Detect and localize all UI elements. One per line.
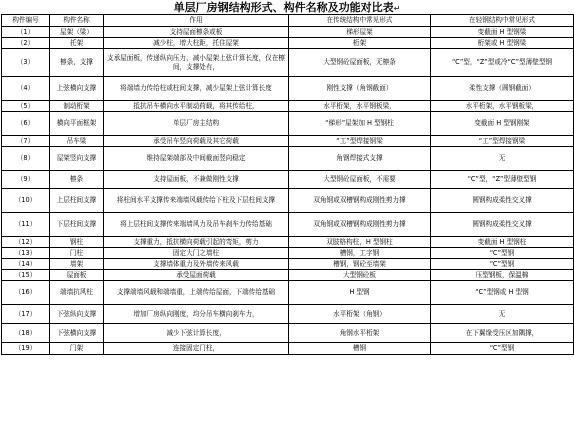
table-row — [2, 136, 574, 147]
table-row — [2, 248, 574, 259]
table-row — [2, 259, 574, 270]
cell-light-steel: 桁架或 H 型钢梁 — [431, 38, 574, 49]
cell-name: 托架 — [50, 38, 104, 49]
cell-light-steel: “C”型钢 — [431, 259, 574, 270]
cell-name: 钢柱 — [50, 237, 104, 248]
cell-traditional: 大型钢砼屋面板，无檩条 — [289, 49, 431, 77]
cell-name: 墙架 — [50, 259, 104, 270]
cell-traditional: 刚性支撑（角钢截面） — [289, 77, 431, 101]
cell-traditional: “梯形”屋架加 H 型钢柱 — [289, 112, 431, 136]
table-row — [2, 237, 574, 248]
cell-traditional: 角钢焊接式支撑 — [289, 147, 431, 171]
cell-id: （17） — [2, 305, 50, 324]
cell-function: 支撑重力，抵抗横向荷载引起的弯矩，剪力 — [104, 237, 289, 248]
cell-id: （9） — [2, 171, 50, 189]
cell-function: 支撑端墙风载和端墙重，上端传给屋面，下端传给基础 — [104, 281, 289, 305]
cell-id: （2） — [2, 38, 50, 49]
cell-function: 维持屋架端部及中间截面竖向稳定 — [104, 147, 289, 171]
table-row — [2, 101, 574, 112]
cell-traditional: 槽钢 — [289, 343, 431, 355]
cell-name: 吊车梁 — [50, 136, 104, 147]
cell-light-steel: 在下翼缘受压区加隅撑， — [431, 324, 574, 343]
cell-id: （7） — [2, 136, 50, 147]
cell-id: （6） — [2, 112, 50, 136]
cell-light-steel: “C”型钢或 H 型钢 — [431, 281, 574, 305]
cell-function: 将端墙力传给柱或柱间支撑，减少屋架上弦计算长度 — [104, 77, 289, 101]
cell-light-steel: “工”型焊接钢梁 — [431, 136, 574, 147]
cell-function: 减少柱，增大柱距，托住屋架 — [104, 38, 289, 49]
header-row — [2, 15, 574, 27]
cell-function: 固定大门之墙柱 — [104, 248, 289, 259]
cell-light-steel: “C”型，“Z”型薄壁型钢 — [431, 171, 574, 189]
table-row — [2, 189, 574, 213]
cell-traditional: 双角钢或双槽钢构成刚性剪力撑 — [289, 189, 431, 213]
cell-function: 承受吊车竖向荷载及其它荷载 — [104, 136, 289, 147]
cell-light-steel: 变截面 H 型钢柱 — [431, 237, 574, 248]
cell-traditional: 大型钢砼板 — [289, 270, 431, 281]
cell-id: （4） — [2, 77, 50, 101]
table-row — [2, 305, 574, 324]
table-row — [2, 77, 574, 101]
header-cell-function: 作用 — [104, 15, 289, 27]
cell-name: 门架 — [50, 343, 104, 355]
cell-traditional: 梯形屋架 — [289, 27, 431, 38]
table-row — [2, 27, 574, 38]
cell-name: 下层柱间支撑 — [50, 213, 104, 237]
table-row — [2, 147, 574, 171]
cell-traditional: 大型钢砼屋面板，不需要 — [289, 171, 431, 189]
cell-function: 承受屋面荷载 — [104, 270, 289, 281]
cell-light-steel: “C”型钢 — [431, 343, 574, 355]
cell-light-steel: 无 — [431, 147, 574, 171]
cell-name: 门柱 — [50, 248, 104, 259]
cell-light-steel: “C”型，“Z”型或冷“C”型薄壁型钢 — [431, 49, 574, 77]
cell-function: 将上层柱间支撑传来端墙风力及吊车刹车力传给基础 — [104, 213, 289, 237]
cell-name: 上弦横向支撑 — [50, 77, 104, 101]
table-row — [2, 213, 574, 237]
cell-name: 屋架竖向支撑 — [50, 147, 104, 171]
cell-name: 屋面板 — [50, 270, 104, 281]
cell-function: 减少下弦计算长度， — [104, 324, 289, 343]
cell-traditional: 双肢格构柱，H 型钢柱 — [289, 237, 431, 248]
cell-traditional: 角钢水平桁架 — [289, 324, 431, 343]
cell-name: 上层柱间支撑 — [50, 189, 104, 213]
cell-id: （3） — [2, 49, 50, 77]
table-row — [2, 38, 574, 49]
cell-name: 端墙抗风柱 — [50, 281, 104, 305]
cell-id: （19） — [2, 343, 50, 355]
cell-traditional: H 型钢 — [289, 281, 431, 305]
cell-function: 抵抗吊车横向水平制动荷载，将其传给柱， — [104, 101, 289, 112]
table-row — [2, 112, 574, 136]
table-row — [2, 49, 574, 77]
cell-light-steel: 水平桁架，水平钢板梁， — [431, 101, 574, 112]
table-row — [2, 270, 574, 281]
cell-light-steel: 无 — [431, 305, 574, 324]
cell-function: 支撑墙体重力及外墙传来风载 — [104, 259, 289, 270]
cell-traditional: 槽钢，钢砼至墙架 — [289, 259, 431, 270]
cell-light-steel: 变截面 H 型钢刚架 — [431, 112, 574, 136]
cell-light-steel: 变截面 H 型钢梁 — [431, 27, 574, 38]
cell-function: 连接固定门柱， — [104, 343, 289, 355]
header-cell-name: 构件名称 — [50, 15, 104, 27]
table-row — [2, 324, 574, 343]
cell-light-steel: “C”型钢 — [431, 248, 574, 259]
cell-id: （12） — [2, 237, 50, 248]
cell-name: 下弦纵向支撑 — [50, 305, 104, 324]
cell-id: （16） — [2, 281, 50, 305]
header-cell-id: 构件编号 — [2, 15, 50, 27]
cell-name: 横向平面框架 — [50, 112, 104, 136]
cell-id: （14） — [2, 259, 50, 270]
cell-traditional: 水平桁架（角钢） — [289, 305, 431, 324]
cell-function: 增加厂房纵向刚度，均分吊车横向刹车力， — [104, 305, 289, 324]
cell-id: （5） — [2, 101, 50, 112]
cell-function: 单层厂房主结构 — [104, 112, 289, 136]
table-title-text: 单层厂房钢结构形式、构件名称及功能对比表 — [173, 1, 394, 14]
cell-traditional: 水平桁架，水平钢板梁， — [289, 101, 431, 112]
cell-traditional: 双角钢或双槽钢构成刚性剪力撑 — [289, 213, 431, 237]
header-cell-traditional: 在传统结构中常见形式 — [289, 15, 431, 27]
cell-light-steel: 压型钢板，保温棉 — [431, 270, 574, 281]
cell-id: （10） — [2, 189, 50, 213]
cell-id: （8） — [2, 147, 50, 171]
table-row — [2, 281, 574, 305]
header-cell-light-steel: 在轻钢结构中常见形式 — [431, 15, 574, 27]
cell-id: （13） — [2, 248, 50, 259]
cell-id: （1） — [2, 27, 50, 38]
cell-traditional: 桁架 — [289, 38, 431, 49]
cell-id: （11） — [2, 213, 50, 237]
cell-function: 支承屋面板，传递纵向压力，减小屋架上弦计算长度，仅在檩间，支撑处有， — [104, 49, 289, 77]
cell-traditional: “工”型焊接钢梁 — [289, 136, 431, 147]
cell-name: 檩条 — [50, 171, 104, 189]
table-row — [2, 171, 574, 189]
cell-light-steel: 圆钢构成柔性交叉撑 — [431, 213, 574, 237]
cell-light-steel: 圆钢构成柔性交叉撑 — [431, 189, 574, 213]
cell-light-steel: 柔性支撑（圆钢截面） — [431, 77, 574, 101]
cell-function: 支持屋面檩条或板 — [104, 27, 289, 38]
comparison-table — [1, 14, 574, 355]
cell-name: 下弦横向支撑 — [50, 324, 104, 343]
cell-name: 屋架（梁） — [50, 27, 104, 38]
cell-name: 檩条，支撑 — [50, 49, 104, 77]
table-row — [2, 343, 574, 355]
cell-id: （18） — [2, 324, 50, 343]
cell-name: 制动桁架 — [50, 101, 104, 112]
cell-function: 将柱间水平支撑传来端墙风载传给下柱及下层柱间支撑 — [104, 189, 289, 213]
cell-id: （15） — [2, 270, 50, 281]
cell-traditional: 槽钢，工字钢 — [289, 248, 431, 259]
table-title: 单层厂房钢结构形式、构件名称及功能对比表↵ — [173, 1, 401, 14]
table-body — [2, 27, 574, 355]
cell-function: 支持屋面板，不兼做刚性支撑 — [104, 171, 289, 189]
